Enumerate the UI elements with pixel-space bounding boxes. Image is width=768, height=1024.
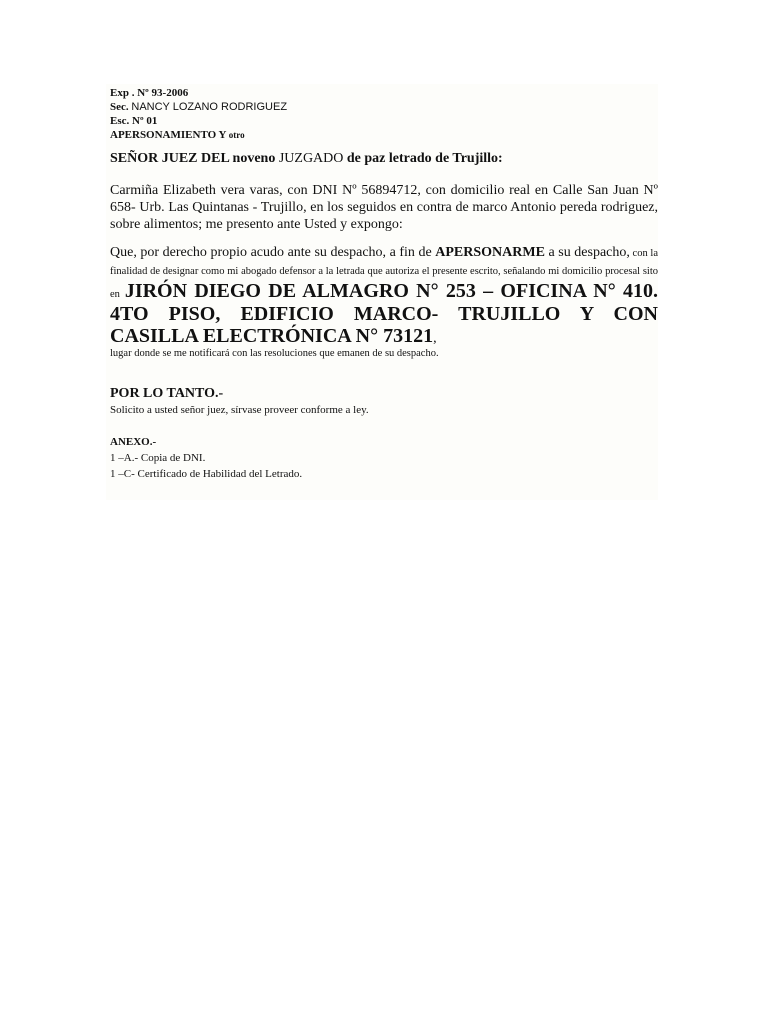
expediente-line xyxy=(110,86,658,100)
addressee-title xyxy=(110,150,658,168)
request-intro: Que, por derecho propio acudo ante su despacho, a fin de xyxy=(110,245,436,260)
expediente-text: Exp . Nº 93-2006 xyxy=(110,87,189,99)
anexo-item: 1 –A.- Copia de DNI. xyxy=(110,452,206,464)
request-paragraph xyxy=(110,244,658,347)
subject-main: APERSONAMIENTO Y xyxy=(110,129,229,141)
anexo-item: 1 –C- Certificado de Habilidad del Letrado. xyxy=(110,468,303,480)
por-lo-tanto-heading: POR LO TANTO.- xyxy=(110,386,224,401)
address-comma: , xyxy=(433,331,437,346)
document-page xyxy=(106,84,658,500)
secretario-label: Sec. xyxy=(110,101,129,113)
subject-line xyxy=(110,128,658,142)
title-part-2: JUZGADO xyxy=(278,151,344,166)
document-content xyxy=(110,86,658,482)
anexo-heading: ANEXO.- xyxy=(110,436,157,448)
procedural-address: JIRÓN DIEGO DE ALMAGRO N° 253 – OFICINA N° 410. 4TO PISO, EDIFICIO MARCO- TRUJILLO Y CON CASILLA ELECTRÓNICA N° 73121 xyxy=(110,280,658,347)
por-lo-tanto-text: Solicito a usted señor juez, sírvase proveer conforme a ley. xyxy=(110,404,369,416)
subject-small: otro xyxy=(228,130,245,140)
request-after-keyword: a su despacho, xyxy=(544,245,630,260)
secretario-line xyxy=(110,100,658,114)
escrito-text: Esc. Nº 01 xyxy=(110,115,158,127)
request-small-text: con la finalidad de designar como mi abogado defensor a la letrada que autoriza el presente escrito, señalando mi domicilio procesal sito en xyxy=(110,248,658,300)
notification-paragraph: lugar donde se me notificará con las resoluciones que emanen de su despacho. xyxy=(110,348,439,359)
request-keyword: APERSONARME xyxy=(435,245,545,260)
identification-paragraph: Carmiña Elizabeth vera varas, con DNI Nº 56894712, con domicilio real en Calle San Juan Nº 658- Urb. Las Quintanas - Trujillo, en los seguidos en contra de marco Antonio pereda rodriguez, sobre alimentos; me presento ante Usted y expongo: xyxy=(110,183,658,232)
escrito-line xyxy=(110,114,658,128)
secretario-name: NANCY LOZANO RODRIGUEZ xyxy=(131,101,288,113)
title-part-1: SEÑOR JUEZ DEL noveno xyxy=(110,151,279,166)
title-part-3: de paz letrado de Trujillo: xyxy=(343,151,503,166)
